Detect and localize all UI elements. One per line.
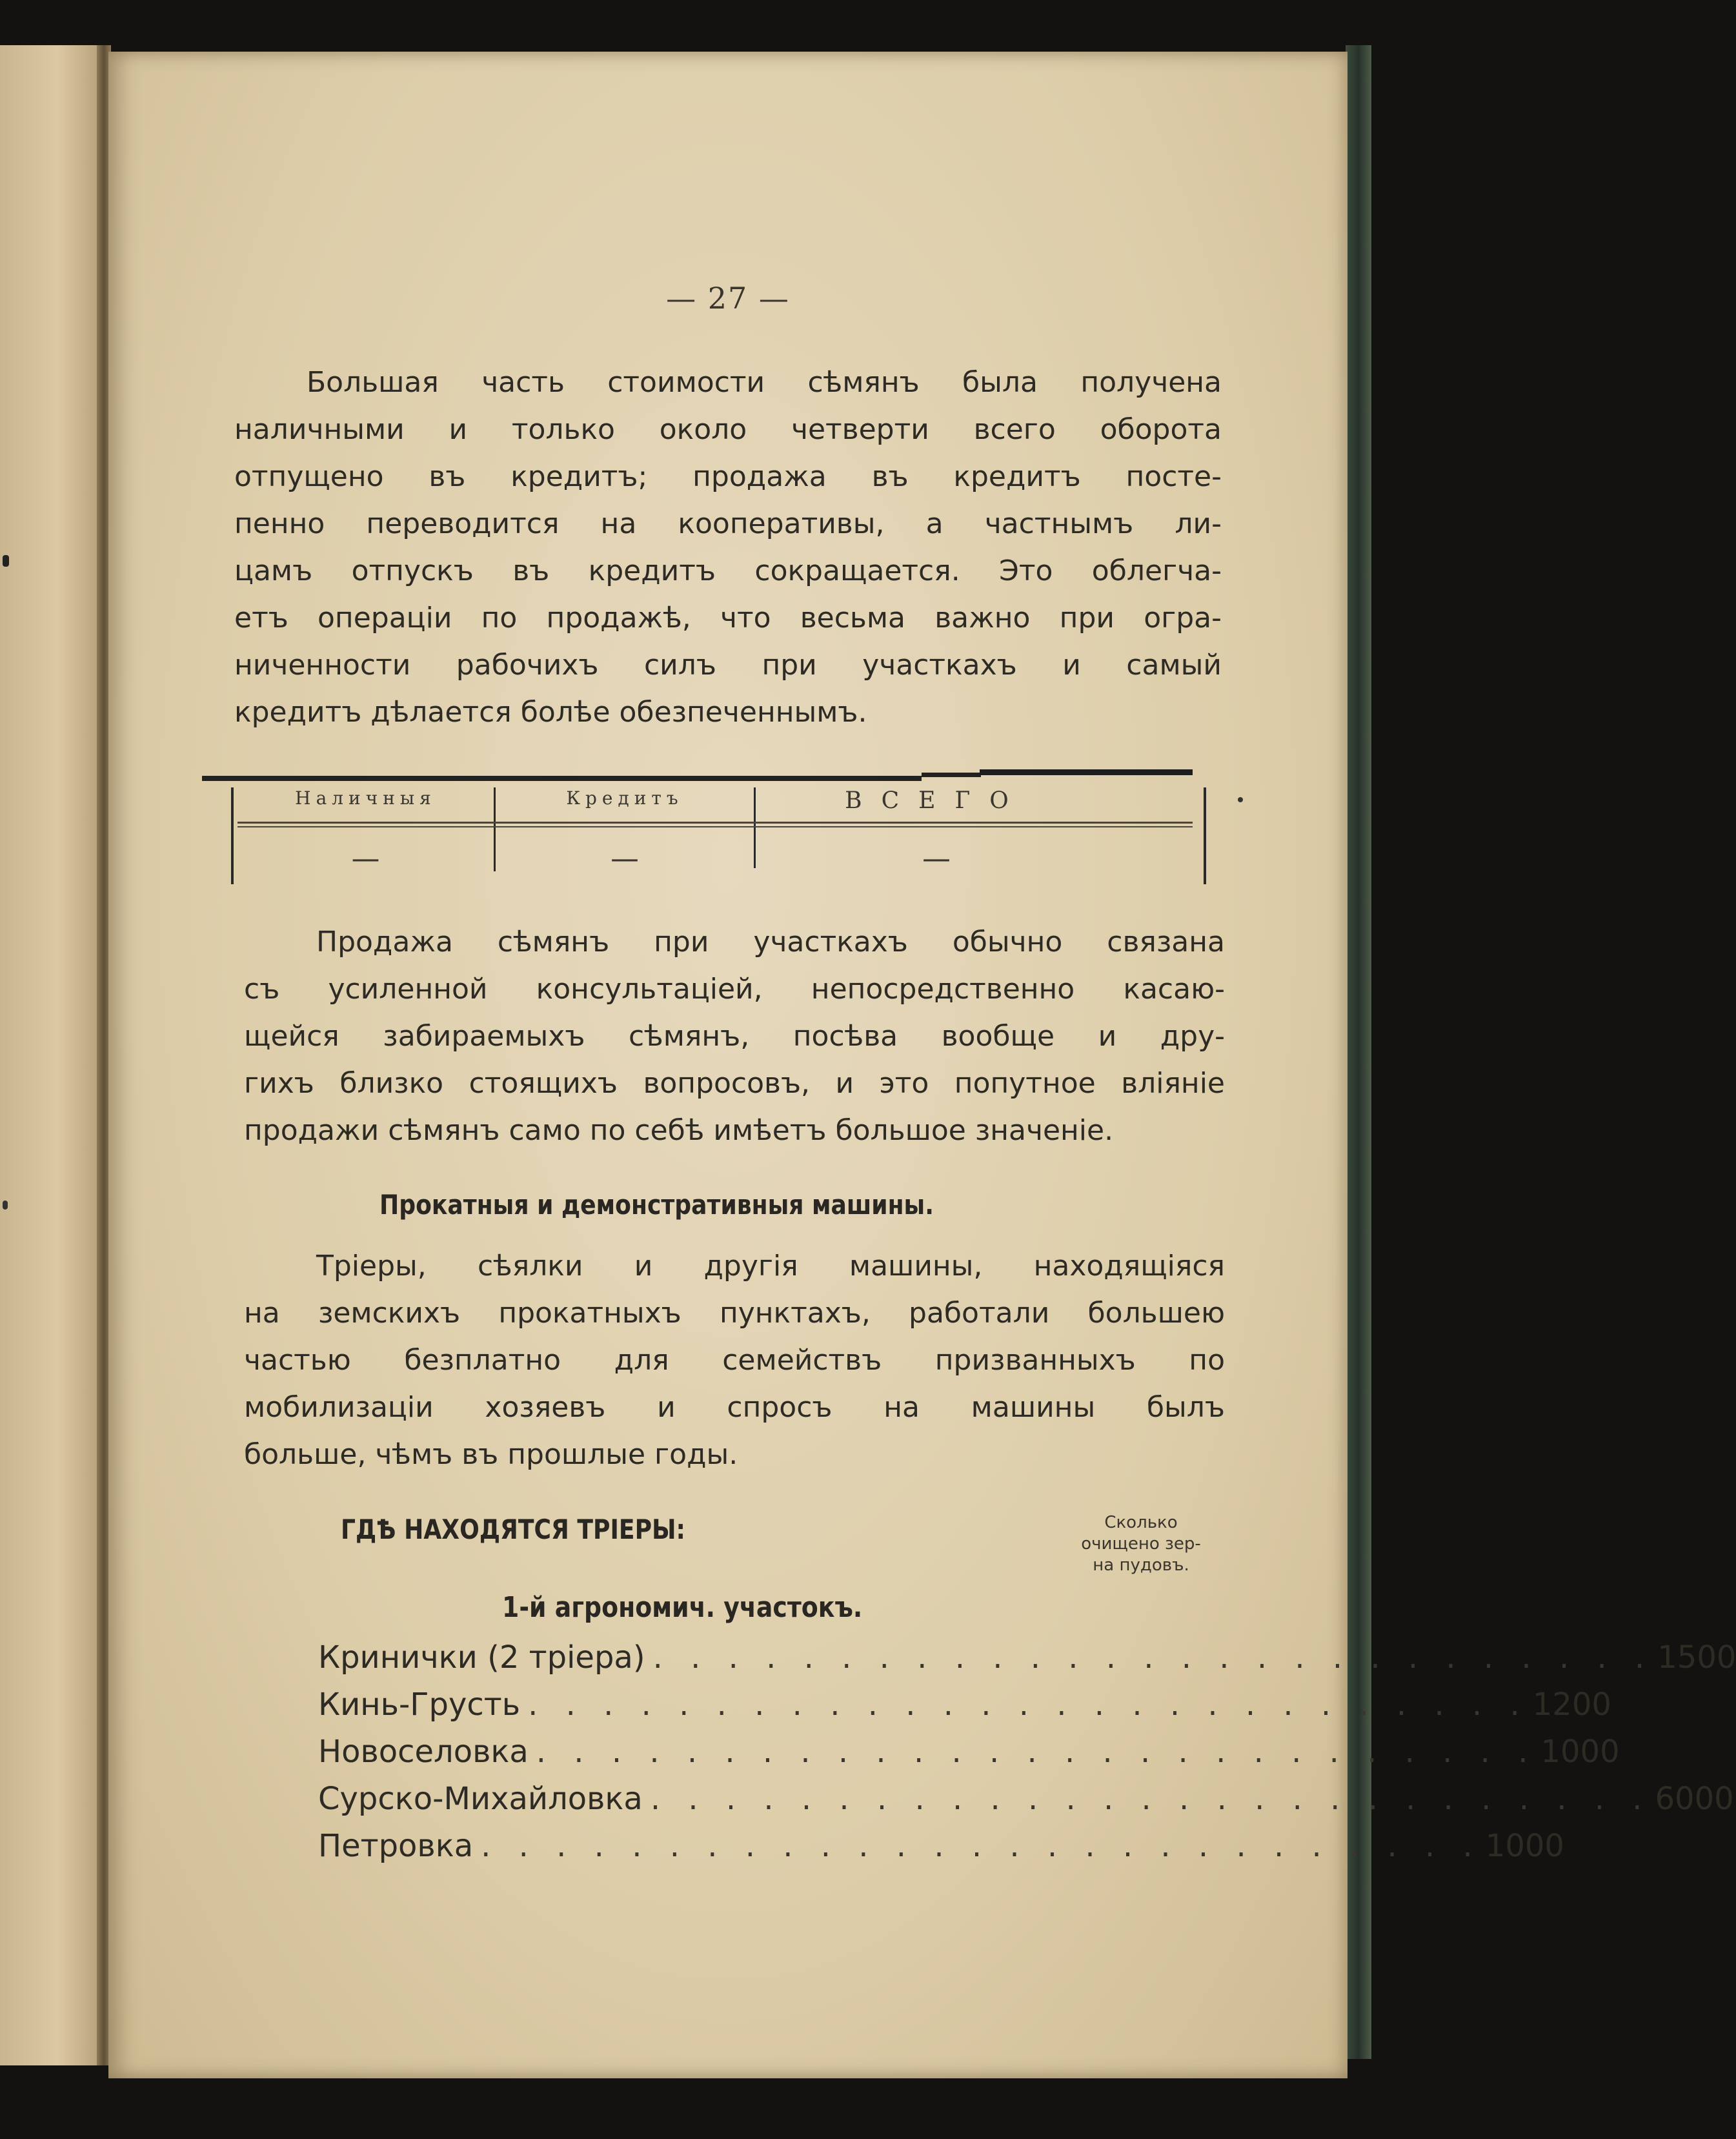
list-item xyxy=(318,1734,1620,1781)
text-line: Продажа сѣмянъ при участкахъ обычно связана xyxy=(316,926,1225,958)
section-heading: Прокатныя и демонстративныя машины. xyxy=(379,1189,934,1221)
paragraph-seed-sales xyxy=(234,359,1222,736)
text-line: етъ операцiи по продажѣ, что весьма важно при огра- xyxy=(234,602,1222,634)
text-line: мобилизацiи хозяевъ и спросъ на машины былъ xyxy=(244,1391,1225,1424)
text-line: больше, чѣмъ въ прошлые годы. xyxy=(244,1438,738,1471)
page-number: — 27 — xyxy=(666,281,790,316)
paragraph-machines xyxy=(244,1242,1225,1478)
text-line: продажи сѣмянъ само по себѣ имѣетъ большое значенiе. xyxy=(244,1114,1114,1147)
book-page xyxy=(108,52,1736,2078)
list-item xyxy=(318,1639,1736,1687)
text-line: Большая часть стоимости сѣмянъ была получена xyxy=(307,366,1222,399)
leader-dots: . . . . . . . . . . . . . . . . . . . . . . . . . . . xyxy=(528,1687,1529,1723)
grain-amount: 1500 xyxy=(1657,1639,1736,1676)
table-border xyxy=(1204,787,1206,884)
list-item xyxy=(318,1687,1611,1734)
paragraph-consultation xyxy=(244,918,1225,1154)
text-line: пенно переводится на кооперативы, а частнымъ ли- xyxy=(234,507,1222,540)
grain-amount: 1200 xyxy=(1532,1687,1611,1723)
text-line: частью безплатно для семействъ призванныхъ по xyxy=(244,1344,1225,1377)
trier-list xyxy=(318,1639,1736,1875)
leader-dots: . . . . . . . . . . . . . . . . . . . . . . . . . . . xyxy=(650,1781,1651,1817)
grain-amount: 6000 xyxy=(1655,1781,1734,1817)
table-cell: — xyxy=(351,842,380,875)
leader-dots: . . . . . . . . . . . . . . . . . . . . . . . . . . . xyxy=(652,1639,1654,1676)
leader-dots: . . . . . . . . . . . . . . . . . . . . . . . . . . . xyxy=(481,1828,1482,1864)
text-line: отпущено въ кредитъ; продажа въ кредитъ посте- xyxy=(234,460,1222,493)
table-border xyxy=(231,787,234,884)
grain-amount: 1000 xyxy=(1485,1828,1564,1864)
table-header-rule xyxy=(237,822,1193,824)
place-name: Сурско-Михайловка xyxy=(318,1781,643,1817)
district-heading: 1-й агрономич. участокъ. xyxy=(502,1591,863,1624)
text-line: щейся забираемыхъ сѣмянъ, посѣва вообще и дру- xyxy=(244,1020,1225,1053)
text-line: цамъ отпускъ въ кредитъ сокращается. Это облегча- xyxy=(234,554,1222,587)
text-line: наличными и только около четверти всего оборота xyxy=(234,413,1222,446)
place-name: Кринички (2 трiера) xyxy=(318,1639,645,1676)
table-header-rule xyxy=(237,826,1193,827)
text-line: съ усиленной консультацiей, непосредственно касаю- xyxy=(244,973,1225,1006)
place-name: Новоселовка xyxy=(318,1734,529,1770)
table-top-rule xyxy=(202,776,922,781)
table-top-rule xyxy=(922,773,981,777)
ink-mark xyxy=(3,1201,8,1210)
table-top-rule xyxy=(980,769,1193,775)
table-header-credit: Кредитъ xyxy=(566,787,683,809)
note-line: на пудовъ. xyxy=(1093,1556,1189,1575)
text-line: кредитъ дѣлается болѣе обезпеченнымъ. xyxy=(234,696,867,729)
note-line: очищено зер- xyxy=(1081,1534,1201,1554)
table-cell: — xyxy=(922,842,951,875)
text-line: гихъ близко стоящихъ вопросовъ, и это попутное влiянiе xyxy=(244,1067,1225,1100)
text-line: ниченности рабочихъ силъ при участкахъ и самый xyxy=(234,649,1222,682)
table-header-total: ВСЕГО xyxy=(845,787,1028,814)
ink-mark xyxy=(1238,797,1243,802)
left-page-edge xyxy=(0,45,103,2065)
text-line: Трiеры, сѣялки и другiя машины, находящiяся xyxy=(316,1250,1225,1282)
place-name: Петровка xyxy=(318,1828,474,1864)
ink-mark xyxy=(3,555,9,567)
list-item xyxy=(318,1828,1564,1875)
list-item xyxy=(318,1781,1734,1828)
table-header-cash: Наличныя xyxy=(295,787,436,809)
grain-amount: 1000 xyxy=(1540,1734,1620,1770)
trier-heading: ГДѢ НАХОДЯТСЯ ТРIЕРЫ: xyxy=(341,1514,685,1545)
text-line: на земскихъ прокатныхъ пунктахъ, работали большею xyxy=(244,1297,1225,1330)
place-name: Кинь-Грусть xyxy=(318,1687,521,1723)
note-line: Сколько xyxy=(1104,1513,1178,1532)
table-cell: — xyxy=(611,842,639,875)
leader-dots: . . . . . . . . . . . . . . . . . . . . . . . . . . . xyxy=(536,1734,1537,1770)
column-note xyxy=(1051,1512,1231,1576)
